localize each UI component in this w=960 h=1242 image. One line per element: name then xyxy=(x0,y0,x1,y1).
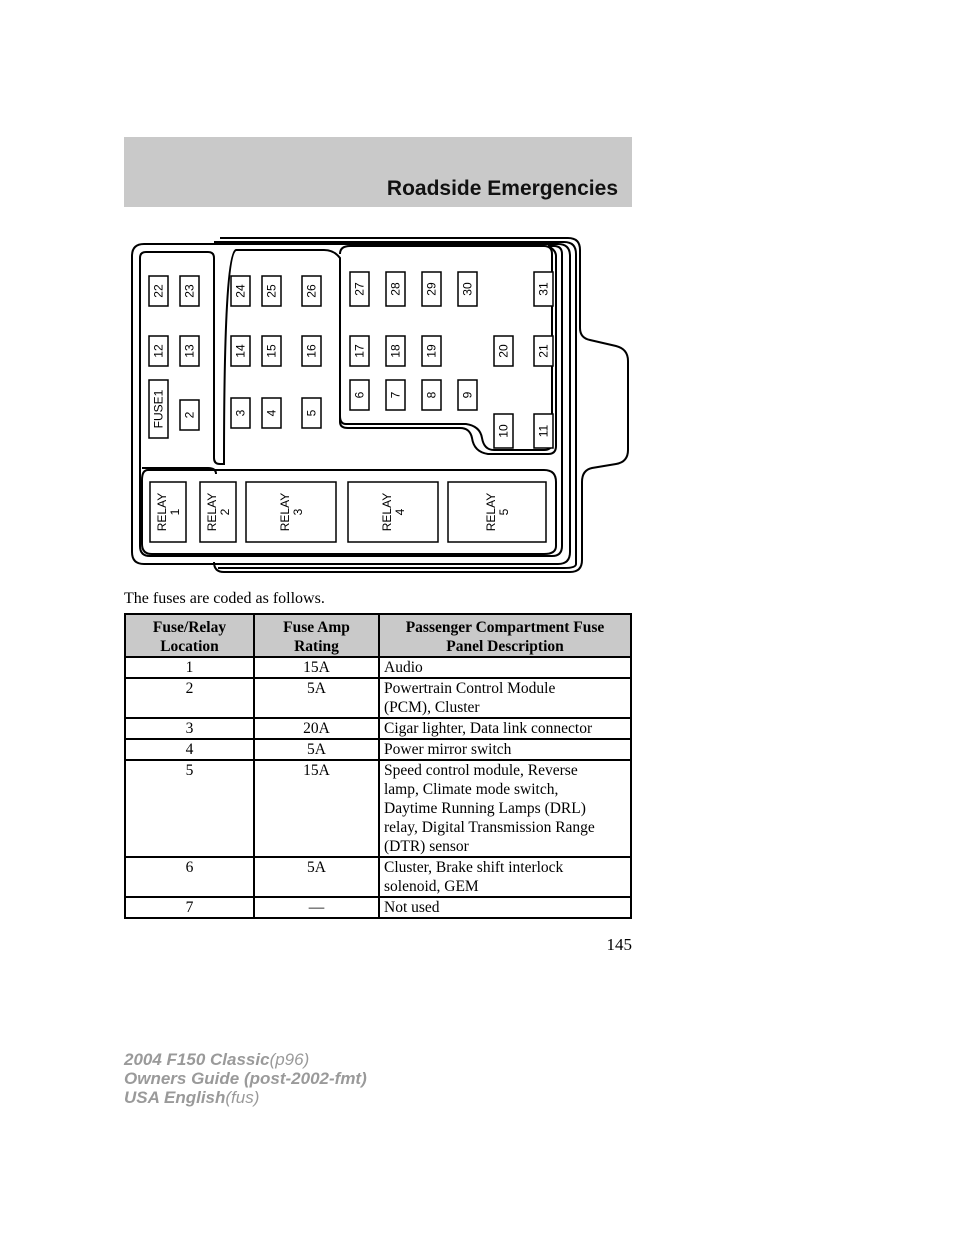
table-row xyxy=(125,739,631,760)
fuse-slot xyxy=(458,272,477,306)
fuse-label: 14 xyxy=(233,344,248,358)
relay-number: 5 xyxy=(497,508,511,516)
description-line: Power mirror switch xyxy=(384,741,512,758)
fuse-slot xyxy=(494,414,513,448)
relay-slot xyxy=(246,482,336,542)
description-line: Audio xyxy=(384,659,423,676)
description-line: Powertrain Control Module xyxy=(384,680,556,697)
cell-location: 2 xyxy=(125,678,254,718)
intro-text: The fuses are coded as follows. xyxy=(124,590,325,607)
description-line: Cigar lighter, Data link connector xyxy=(384,720,593,737)
fuse-label: 29 xyxy=(424,282,439,296)
fuse-slot xyxy=(302,398,321,428)
table-row xyxy=(125,678,631,718)
fuse-slot xyxy=(231,336,250,366)
cell-location: 6 xyxy=(125,857,254,897)
cell-description xyxy=(379,678,631,718)
header-location: Fuse/Relay Location xyxy=(125,614,254,657)
fuse-label: 21 xyxy=(536,344,551,358)
description-line: solenoid, GEM xyxy=(384,878,479,895)
table-row xyxy=(125,718,631,739)
table-row xyxy=(125,897,631,918)
cell-location: 5 xyxy=(125,760,254,857)
fuse-slot xyxy=(149,276,168,306)
fuse-label: 6 xyxy=(352,391,367,399)
fuse-label: 9 xyxy=(460,391,475,399)
cell-rating: — xyxy=(254,897,379,918)
fuse-slot xyxy=(350,272,369,306)
relay-label: RELAY xyxy=(380,492,394,532)
fuse-label: 30 xyxy=(460,282,475,296)
fuse-label: 3 xyxy=(233,409,248,417)
fuse-panel-diagram xyxy=(124,230,644,582)
header-description: Passenger Compartment Fuse Panel Description xyxy=(379,614,631,657)
footer-line-3: USA English(fus) xyxy=(124,1088,260,1107)
cell-description xyxy=(379,718,631,739)
page-number: 145 xyxy=(606,935,632,954)
description-line: Speed control module, Reverse xyxy=(384,762,578,779)
cell-location: 3 xyxy=(125,718,254,739)
fuse-label: 17 xyxy=(352,344,367,358)
relay-number: 1 xyxy=(168,508,182,516)
cell-location: 7 xyxy=(125,897,254,918)
cell-rating: 20A xyxy=(254,718,379,739)
fuse-slot xyxy=(534,336,553,366)
footer-line-2: Owners Guide (post-2002-fmt) xyxy=(124,1069,367,1088)
fuse-label: 7 xyxy=(388,391,403,399)
fuse-label: 4 xyxy=(264,409,279,417)
description-line: Daytime Running Lamps (DRL) xyxy=(384,800,586,817)
fuse-label: 20 xyxy=(496,344,511,358)
description-line: lamp, Climate mode switch, xyxy=(384,781,559,798)
fuse-label: 25 xyxy=(264,284,279,298)
fuse-slot xyxy=(231,398,250,428)
fuse-slot xyxy=(302,336,321,366)
relay-number: 3 xyxy=(291,508,305,516)
cell-rating: 15A xyxy=(254,657,379,678)
relay-slot xyxy=(150,482,186,542)
cell-location: 1 xyxy=(125,657,254,678)
fuse-slot xyxy=(422,272,441,306)
fuse-slot xyxy=(180,336,199,366)
fuse-slot xyxy=(231,276,250,306)
fuse-slot xyxy=(149,336,168,366)
cell-description xyxy=(379,897,631,918)
fuse-slot xyxy=(262,398,281,428)
fuse-slot xyxy=(534,272,553,306)
section-title: Roadside Emergencies xyxy=(386,177,618,200)
description-line: (DTR) sensor xyxy=(384,838,469,855)
description-line: relay, Digital Transmission Range xyxy=(384,819,595,836)
fuse-label: 22 xyxy=(151,284,166,298)
cell-description xyxy=(379,760,631,857)
section-header-band xyxy=(124,137,632,207)
fuse-slot xyxy=(386,272,405,306)
fuse-slot xyxy=(302,276,321,306)
fuse-label: 15 xyxy=(264,344,279,358)
fuse-slot xyxy=(262,276,281,306)
fuse-slot xyxy=(458,380,477,410)
fuse-table xyxy=(124,613,632,919)
relay-slot xyxy=(348,482,438,542)
description-line: Not used xyxy=(384,899,440,916)
fuse-label: 19 xyxy=(424,344,439,358)
fuse-slot xyxy=(422,380,441,410)
relay-label: RELAY xyxy=(155,492,169,532)
table-row xyxy=(125,857,631,897)
fuse-slot xyxy=(534,414,553,448)
footer xyxy=(124,1050,367,1107)
fuse-label: 10 xyxy=(496,424,511,438)
cell-description xyxy=(379,739,631,760)
fuse-slot xyxy=(180,276,199,306)
relay-label: RELAY xyxy=(205,492,219,532)
fuse-slot xyxy=(386,336,405,366)
fuse-table-header-row xyxy=(125,614,631,657)
fuse-label: 5 xyxy=(304,409,319,417)
relay-number: 2 xyxy=(218,508,232,516)
description-line: Cluster, Brake shift interlock xyxy=(384,859,564,876)
fuse-label: 27 xyxy=(352,282,367,296)
fuse-label: 24 xyxy=(233,284,248,298)
fuse-slot xyxy=(149,380,168,438)
fuse-label: 13 xyxy=(182,344,197,358)
table-row xyxy=(125,760,631,857)
relay-slot xyxy=(200,482,236,542)
fuse-label: 26 xyxy=(304,284,319,298)
relay-slot xyxy=(448,482,546,542)
cell-rating: 15A xyxy=(254,760,379,857)
fuse-label: 28 xyxy=(388,282,403,296)
fuse-label: 8 xyxy=(424,391,439,399)
relay-label: RELAY xyxy=(278,492,292,532)
fuse-slot xyxy=(180,400,199,430)
fuse-label: 23 xyxy=(182,284,197,298)
cell-rating: 5A xyxy=(254,678,379,718)
footer-line-1: 2004 F150 Classic(p96) xyxy=(124,1050,310,1069)
fuse-label: 31 xyxy=(536,282,551,296)
relay-number: 4 xyxy=(393,508,407,516)
fuse-label: 18 xyxy=(388,344,403,358)
fuse-label: 2 xyxy=(182,411,197,419)
relay-label: RELAY xyxy=(484,492,498,532)
fuse-slot xyxy=(386,380,405,410)
fuse-slot xyxy=(494,336,513,366)
cell-description xyxy=(379,657,631,678)
fuse-label: 11 xyxy=(536,424,551,438)
fuse-label: 12 xyxy=(151,344,166,358)
fuse-label: 16 xyxy=(304,344,319,358)
description-line: (PCM), Cluster xyxy=(384,699,480,716)
table-row xyxy=(125,657,631,678)
cell-description xyxy=(379,857,631,897)
cell-rating: 5A xyxy=(254,739,379,760)
fuse-label: FUSE1 xyxy=(151,389,166,429)
fuse-slot xyxy=(350,380,369,410)
fuse-panel-svg xyxy=(124,230,644,582)
fuse-slot xyxy=(262,336,281,366)
header-amp-rating: Fuse Amp Rating xyxy=(254,614,379,657)
cell-location: 4 xyxy=(125,739,254,760)
fuse-slot xyxy=(350,336,369,366)
cell-rating: 5A xyxy=(254,857,379,897)
fuse-slot xyxy=(422,336,441,366)
